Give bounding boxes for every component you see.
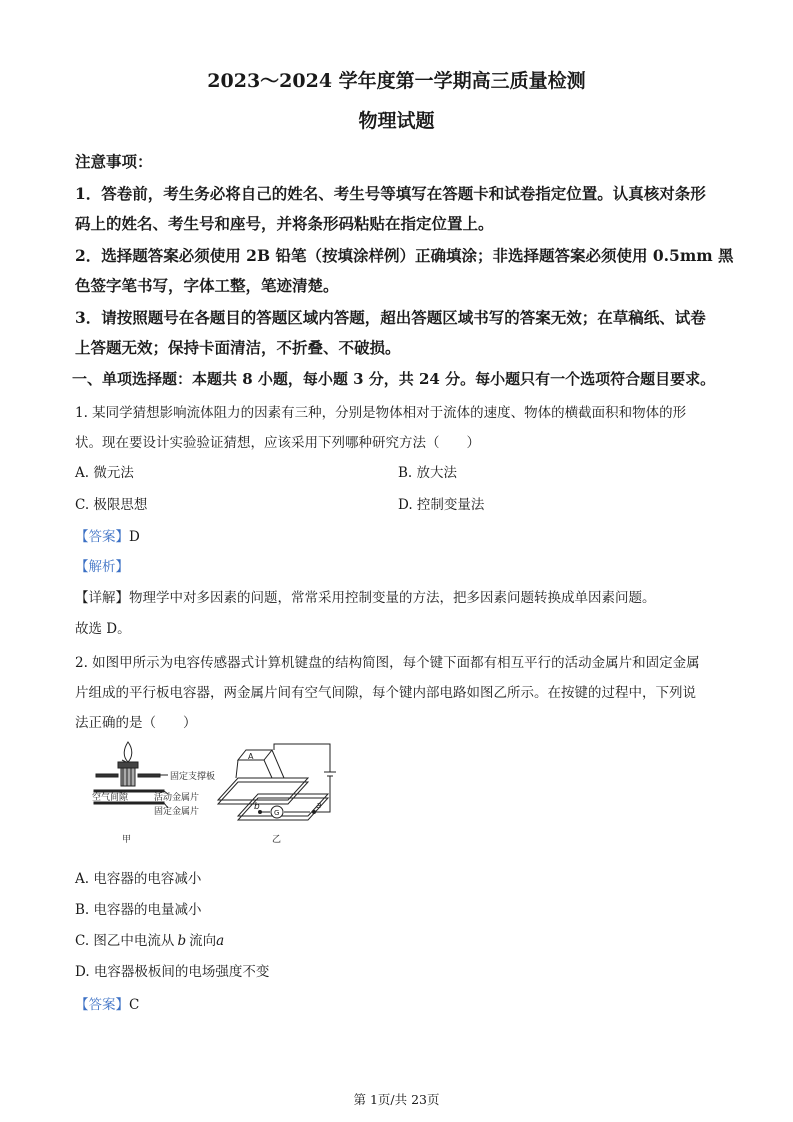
notice-item-1-line-1: 1．答卷前，考生务必将自己的姓名、考生号等填写在答题卡和试卷指定位置。认真核对条形	[75, 184, 706, 203]
key-side-3	[272, 750, 284, 778]
q2-option-c-a: a	[216, 933, 225, 949]
label-movable-plate: 活动金属片	[154, 793, 200, 803]
q2-answer	[75, 993, 139, 1013]
key-label: A	[248, 752, 254, 761]
q2-stem-line-3: 法正确的是（ ）	[75, 715, 197, 731]
q1-option-b: B. 放大法	[398, 465, 458, 481]
key-side-1	[236, 760, 238, 778]
wire-top	[274, 744, 330, 772]
label-air-gap: 空气间隙	[92, 793, 129, 803]
q2-answer-label: 【答案】	[75, 997, 129, 1013]
label-fixed-plate: 固定金属片	[154, 807, 200, 817]
notice-item-3-line-2: 上答题无效；保持卡面清洁，不折叠、不破损。	[75, 338, 401, 357]
point-b-label: b	[254, 802, 260, 812]
q1-detail-label: 【详解】	[75, 590, 129, 606]
q1-option-a: A. 微元法	[75, 465, 134, 481]
q1-conclusion: 故选 D。	[75, 621, 131, 637]
q1-analysis-label: 【解析】	[75, 559, 129, 575]
exam-title: 2023～2024 学年度第一学期高三质量检测	[207, 70, 586, 92]
q2-answer-value: C	[129, 997, 140, 1013]
q1-answer-label: 【答案】	[75, 529, 129, 545]
support-plate-left	[96, 774, 118, 777]
q2-option-c-b: b	[177, 933, 187, 949]
movable-plate	[94, 790, 164, 792]
support-plate-right	[138, 774, 160, 777]
notice-item-2-line-1: 2．选择题答案必须使用 2B 铅笔（按填涂样例）正确填涂；非选择题答案必须使用 0.5mm 黑	[75, 246, 734, 265]
key-top	[238, 750, 272, 760]
key-side-2	[264, 760, 272, 778]
q2-option-d: D. 电容器极板间的电场强度不变	[75, 964, 270, 980]
notice-item-1-line-2: 码上的姓名、考生号和座号，并将条形码粘贴在指定位置上。	[75, 214, 494, 233]
label-fixed-support: 固定支撑板	[170, 772, 216, 782]
q1-stem-line-1: 1. 某同学猜想影响流体阻力的因素有三种，分别是物体相对于流体的速度、物体的横截面积和物体的形	[75, 405, 687, 421]
section-1-heading: 一、单项选择题：本题共 8 小题，每小题 3 分，共 24 分。每小题只有一个选项符合题目要求。	[72, 370, 716, 388]
q2-stem-line-2: 片组成的平行板电容器，两金属片间有空气间隙，每个键内部电路如图乙所示。在按键的过程中，下列说	[75, 685, 696, 701]
notice-item-3-line-1: 3．请按照题号在各题目的答题区域内答题，超出答题区域书写的答案无效；在草稿纸、试卷	[75, 308, 706, 327]
q2-option-c	[75, 929, 224, 949]
q1-answer-value: D	[129, 529, 140, 545]
q1-detail-text: 物理学中对多因素的问题，常常采用控制变量的方法，把多因素问题转换成单因素问题。	[129, 590, 656, 606]
caption-jia: 甲	[122, 835, 132, 845]
q1-answer	[75, 525, 140, 545]
q2-option-a: A. 电容器的电容减小	[75, 871, 202, 887]
q2-figure	[88, 738, 358, 850]
q1-stem-line-2: 状。现在要设计实验验证猜想，应该采用下列哪种研究方法（ ）	[75, 435, 480, 451]
galvanometer-label: G	[274, 809, 280, 817]
notice-item-2-line-2: 色签字笔书写，字体工整，笔迹清楚。	[75, 276, 339, 295]
subject-title: 物理试题	[358, 110, 435, 132]
q2-stem-line-1: 2. 如图甲所示为电容传感器式计算机键盘的结构简图，每个键下面都有相互平行的活动金属片和固定金属	[75, 655, 700, 671]
q1-option-c: C. 极限思想	[75, 497, 148, 513]
q2-option-c-mid: 流向	[189, 933, 217, 949]
key-cap	[118, 762, 138, 768]
notice-heading: 注意事项：	[75, 152, 153, 171]
q2-option-b: B. 电容器的电量减小	[75, 902, 202, 918]
page-number: 第 1页/共 23页	[353, 1092, 440, 1107]
point-a-label: a	[316, 801, 322, 811]
q1-detail	[75, 586, 656, 606]
q1-option-d: D. 控制变量法	[398, 497, 485, 513]
finger-icon	[124, 742, 132, 762]
q2-option-c-text: C. 图乙中电流从	[75, 933, 175, 949]
caption-yi: 乙	[272, 835, 282, 845]
